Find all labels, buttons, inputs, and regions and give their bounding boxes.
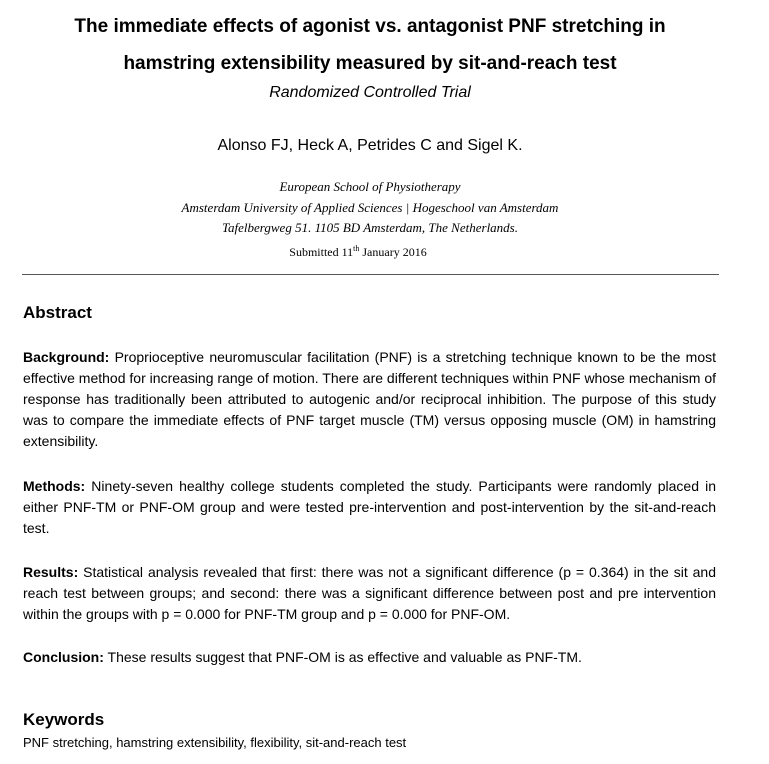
keywords-heading: Keywords [23, 710, 105, 729]
results-text: Statistical analysis revealed that first: there was not a significant difference (p = 0.364) in the sit and reach test between groups; and second: there was a significant difference between post and pre intervention within the groups with p = 0.000 for PNF-TM group and p = 0.000 for PNF-OM. [23, 564, 716, 622]
background-text: Proprioceptive neuromuscular facilitation (PNF) is a stretching technique known to be the most effective method for increasing range of motion. There are different techniques within PNF whose mechanism of response has traditionally been attributed to autogenic and/or reciprocal inhibition. The purpose of this study was to compare the immediate effects of PNF target muscle (TM) versus opposing muscle (OM) in hamstring extensibility. [23, 349, 716, 449]
paper-title [0, 8, 740, 82]
results-paragraph [23, 562, 716, 625]
methods-label: Methods: [23, 478, 86, 494]
affiliation-line-3: Tafelbergweg 51. 1105 BD Amsterdam, The Netherlands. [222, 220, 518, 235]
background-label: Background: [23, 349, 110, 365]
submitted-ordinal: th [353, 244, 360, 253]
keywords-list: PNF stretching, hamstring extensibility, flexibility, sit-and-reach test [23, 735, 407, 750]
submitted-suffix: January 2016 [359, 245, 427, 259]
submitted-prefix: Submitted 11 [289, 245, 354, 259]
affiliation-block [0, 177, 740, 239]
affiliation-line-2: Amsterdam University of Applied Sciences | Hogeschool van Amsterdam [181, 199, 559, 215]
abstract-heading: Abstract [23, 303, 92, 322]
conclusion-text: These results suggest that PNF-OM is as effective and valuable as PNF-TM. [103, 649, 582, 665]
header-divider [22, 274, 719, 275]
methods-text: Ninety-seven healthy college students completed the study. Participants were randomly placed in either PNF-TM or PNF-OM group and were tested pre-intervention and post-intervention by the sit-and-reach test. [23, 478, 716, 536]
methods-paragraph [23, 476, 716, 539]
submission-date [0, 243, 716, 261]
paper-subtitle: Randomized Controlled Trial [269, 84, 471, 101]
results-label: Results: [23, 564, 79, 580]
affiliation-line-1: European School of Physiotherapy [279, 179, 461, 194]
title-line-1: The immediate effects of agonist vs. antagonist PNF stretching in [74, 16, 666, 37]
title-line-2: hamstring extensibility measured by sit-and-reach test [123, 53, 617, 74]
author-list: Alonso FJ, Heck A, Petrides C and Sigel K. [217, 137, 523, 154]
background-paragraph [23, 347, 716, 452]
conclusion-label: Conclusion: [23, 649, 104, 665]
conclusion-paragraph [23, 647, 716, 668]
